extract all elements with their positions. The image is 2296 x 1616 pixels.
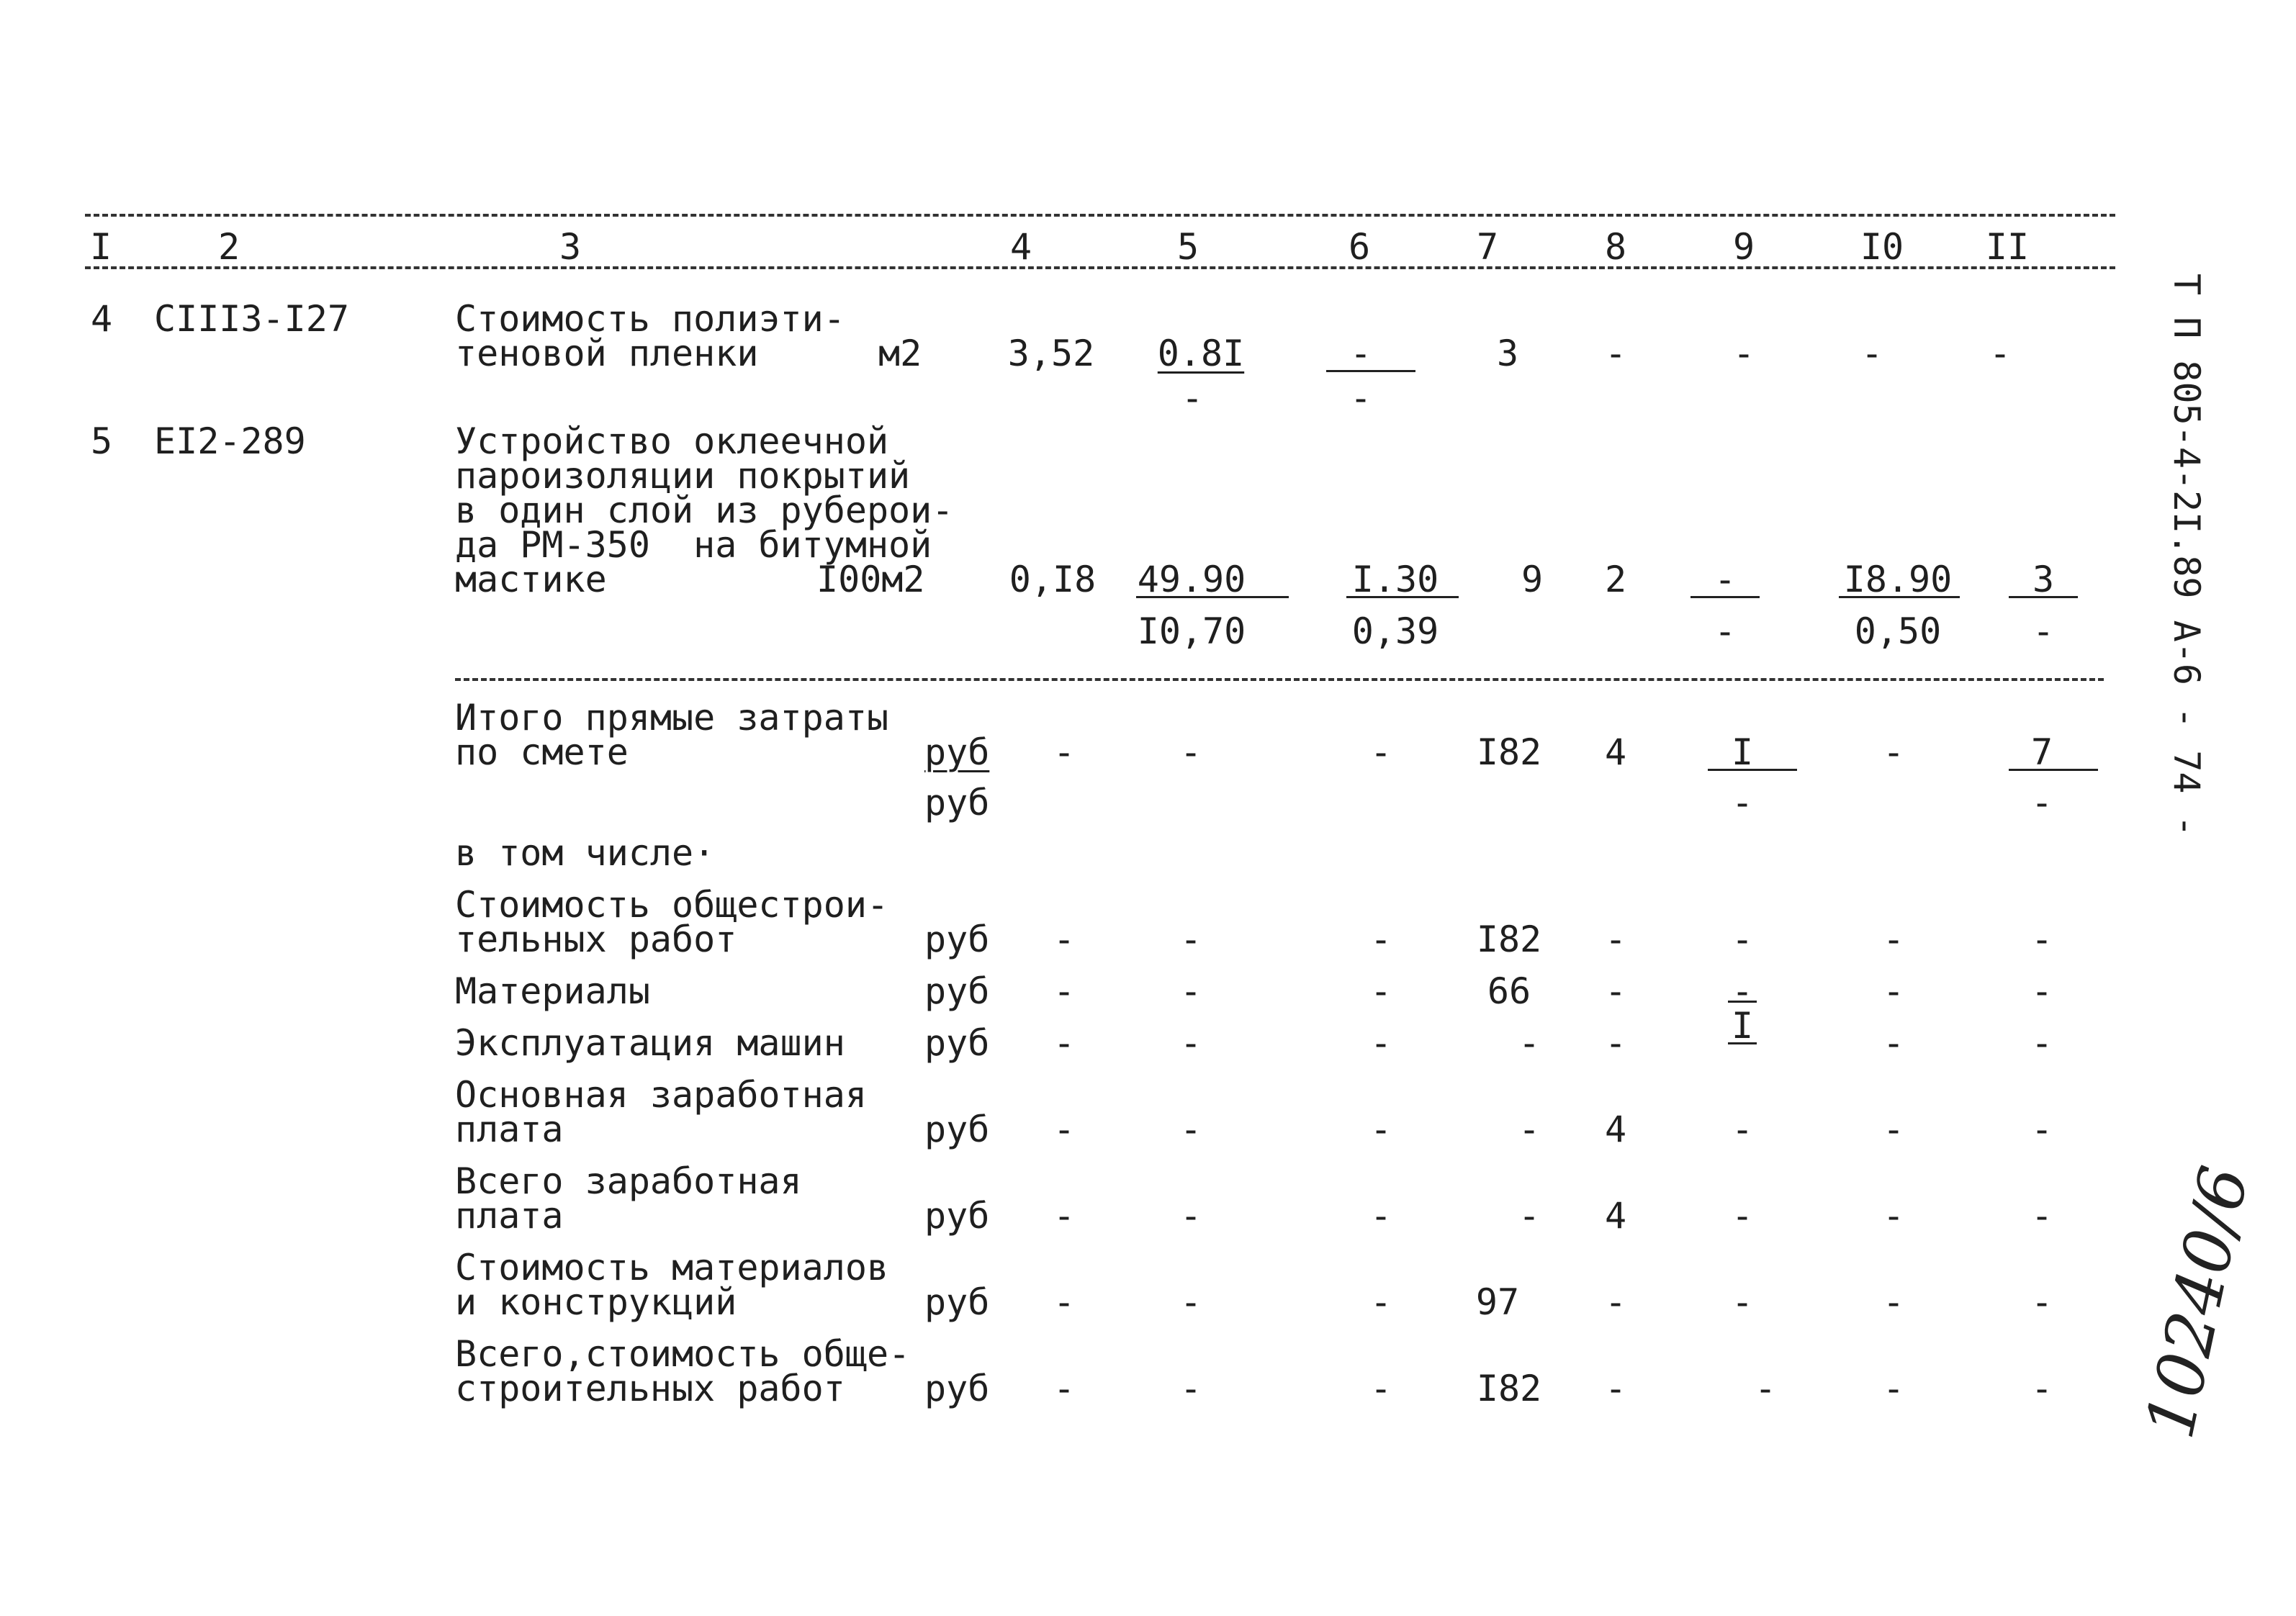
line-materials-structures-l2: и конструкций xyxy=(455,1281,737,1323)
row5-col9: - xyxy=(1714,559,1737,600)
row4-unit: м2 xyxy=(878,333,922,374)
total-direct-col5: - xyxy=(1179,731,1202,773)
row5-desc-line4: да РМ-350 на битумной xyxy=(455,524,932,566)
line-basic-wage-c5: - xyxy=(1179,1109,1202,1150)
line-materials-c8: - xyxy=(1604,970,1627,1012)
line-basic-wage-c7: - xyxy=(1518,1109,1541,1150)
line-machines-c5: - xyxy=(1179,1022,1202,1064)
line-general-construction-l2: тельных работ xyxy=(455,918,737,960)
row5-col11: 3 xyxy=(2032,559,2055,600)
row4-col11: - xyxy=(1989,333,2012,374)
row4-wage-underline xyxy=(1326,370,1415,372)
row5-col8: 2 xyxy=(1604,559,1627,600)
total-direct-col7: I82 xyxy=(1476,731,1542,773)
line-total-wage-c6: - xyxy=(1369,1195,1392,1237)
row4-col10: - xyxy=(1860,333,1883,374)
total-direct-col4: - xyxy=(1053,731,1076,773)
line-materials-c5: - xyxy=(1179,970,1202,1012)
line-machines-c10: - xyxy=(1882,1022,1905,1064)
line-materials-l1: Материалы xyxy=(455,970,650,1012)
header-col-8: 8 xyxy=(1604,226,1627,268)
total-direct-col10: - xyxy=(1882,731,1905,773)
total-direct-unit: руб xyxy=(924,731,990,773)
line-materials-unit: руб xyxy=(924,970,990,1012)
row5-col10-underline xyxy=(1839,596,1960,598)
line-materials-structures-l1: Стоимость материалов xyxy=(455,1247,889,1288)
row5-col11-sub: - xyxy=(2032,610,2055,652)
row4-desc-line2: теновой пленки xyxy=(455,333,759,374)
line-machines-c6: - xyxy=(1369,1022,1392,1064)
row4-wage-sub: - xyxy=(1349,377,1372,419)
row4-number: 4 xyxy=(91,298,113,340)
line-basic-wage-c4: - xyxy=(1053,1109,1076,1150)
line-total-wage-c7: - xyxy=(1518,1195,1541,1237)
row5-col9-sub: - xyxy=(1714,610,1737,652)
line-materials-structures-c9: - xyxy=(1731,1281,1754,1323)
line-general-construction-c11: - xyxy=(2030,918,2053,960)
total-direct-col11: 7 xyxy=(2030,731,2053,773)
line-general-construction-c8: - xyxy=(1604,918,1627,960)
header-col-3: 3 xyxy=(559,226,582,268)
line-general-construction-l1: Стоимость общестрои- xyxy=(455,884,889,926)
row5-code: ЕI2-289 xyxy=(154,420,306,462)
line-grand-total-c5: - xyxy=(1179,1368,1202,1409)
line-grand-total-c8: - xyxy=(1604,1368,1627,1409)
row4-code: СIII3-I27 xyxy=(154,298,349,340)
line-grand-total-unit: руб xyxy=(924,1368,990,1409)
line-materials-c7: 66 xyxy=(1487,970,1531,1012)
line-grand-total-l1: Всего,стоимость обще- xyxy=(455,1333,911,1375)
line-basic-wage-l1: Основная заработная xyxy=(455,1074,867,1116)
line-total-wage-l2: плата xyxy=(455,1195,564,1237)
line-total-wage-c5: - xyxy=(1179,1195,1202,1237)
line-general-construction-c9: - xyxy=(1731,918,1754,960)
header-dashed-rule xyxy=(85,266,2115,269)
line-total-wage-c4: - xyxy=(1053,1195,1076,1237)
row5-price-sub: I0,70 xyxy=(1137,610,1246,652)
row4-qty: 3,52 xyxy=(1007,333,1095,374)
total-direct-col11-sub: - xyxy=(2030,782,2053,823)
row5-qty: 0,I8 xyxy=(1009,559,1097,600)
line-grand-total-c7: I82 xyxy=(1476,1368,1542,1409)
row5-price: 49.90 xyxy=(1137,559,1246,600)
line-materials-c6: - xyxy=(1369,970,1392,1012)
line-general-construction-c10: - xyxy=(1882,918,1905,960)
line-materials-structures-c4: - xyxy=(1053,1281,1076,1323)
line-basic-wage-c8: 4 xyxy=(1604,1109,1627,1150)
line-basic-wage-c11: - xyxy=(2030,1109,2053,1150)
header-col-5: 5 xyxy=(1176,226,1199,268)
row4-price: 0.8I xyxy=(1157,333,1245,374)
line-general-construction-c6: - xyxy=(1369,918,1392,960)
line-machines-c9-overline xyxy=(1728,1001,1757,1003)
line-machines-c9-underline xyxy=(1728,1042,1757,1044)
line-machines-unit: руб xyxy=(924,1022,990,1064)
row5-desc-line5: мастике xyxy=(455,559,607,600)
row4-col9: - xyxy=(1732,333,1755,374)
total-direct-label-line1: Итого прямые затраты xyxy=(455,697,889,739)
line-machines-l1: Эксплуатация машин xyxy=(455,1022,845,1064)
row5-col10: I8.90 xyxy=(1843,559,1953,600)
line-grand-total-l2: строительных работ xyxy=(455,1368,845,1409)
row4-price-sub: - xyxy=(1181,377,1204,419)
including-label: в том числе· xyxy=(455,832,716,874)
line-basic-wage-c6: - xyxy=(1369,1109,1392,1150)
header-col-11: II xyxy=(1985,226,2030,268)
row5-desc-line2: пароизоляции покрытий xyxy=(455,455,911,497)
row4-col8: - xyxy=(1604,333,1627,374)
row4-wage: - xyxy=(1349,333,1372,374)
line-materials-c9: - xyxy=(1731,970,1754,1012)
total-direct-unit-sub: руб xyxy=(924,782,990,823)
line-materials-structures-c5: - xyxy=(1179,1281,1202,1323)
row4-total: 3 xyxy=(1496,333,1519,374)
row5-price-underline xyxy=(1136,596,1289,598)
row5-wage: I.30 xyxy=(1351,559,1439,600)
line-machines-c7: - xyxy=(1518,1022,1541,1064)
line-total-wage-c11: - xyxy=(2030,1195,2053,1237)
line-materials-c11: - xyxy=(2030,970,2053,1012)
line-total-wage-c9: - xyxy=(1731,1195,1754,1237)
total-direct-col9: I xyxy=(1731,731,1754,773)
row5-total: 9 xyxy=(1521,559,1544,600)
line-materials-c4: - xyxy=(1053,970,1076,1012)
total-direct-col11-underline xyxy=(2009,769,2098,771)
line-total-wage-unit: руб xyxy=(924,1195,990,1237)
header-col-1: I xyxy=(89,226,112,268)
section-dashed-rule xyxy=(455,678,2104,681)
line-grand-total-c11: - xyxy=(2030,1368,2053,1409)
line-machines-c9: I xyxy=(1731,1005,1754,1047)
side-document-code: Т П 805-4-2I.89 А-6 - 74 - xyxy=(2166,274,2207,837)
row5-desc-line3: в один слой из руберои- xyxy=(455,489,954,531)
total-direct-col6: - xyxy=(1369,731,1392,773)
line-materials-structures-c11: - xyxy=(2030,1281,2053,1323)
line-materials-structures-c10: - xyxy=(1882,1281,1905,1323)
line-machines-c4: - xyxy=(1053,1022,1076,1064)
row5-wage-sub: 0,39 xyxy=(1351,610,1439,652)
line-machines-c11: - xyxy=(2030,1022,2053,1064)
line-materials-structures-c8: - xyxy=(1604,1281,1627,1323)
top-dashed-rule xyxy=(85,214,2115,217)
line-basic-wage-c10: - xyxy=(1882,1109,1905,1150)
line-general-construction-unit: руб xyxy=(924,918,990,960)
row5-wage-underline xyxy=(1346,596,1459,598)
line-materials-structures-c7: 97 xyxy=(1475,1281,1520,1323)
line-general-construction-c5: - xyxy=(1179,918,1202,960)
row5-number: 5 xyxy=(91,420,113,462)
line-general-construction-c7: I82 xyxy=(1476,918,1542,960)
row5-col10-sub: 0,50 xyxy=(1854,610,1942,652)
header-col-4: 4 xyxy=(1009,226,1032,268)
header-col-10: I0 xyxy=(1860,226,1904,268)
line-general-construction-c4: - xyxy=(1053,918,1076,960)
line-materials-structures-c6: - xyxy=(1369,1281,1392,1323)
header-col-2: 2 xyxy=(217,226,240,268)
header-col-6: 6 xyxy=(1348,226,1371,268)
line-materials-structures-unit: руб xyxy=(924,1281,990,1323)
line-grand-total-c10: - xyxy=(1882,1368,1905,1409)
row5-col11-underline xyxy=(2009,596,2078,598)
total-direct-col8: 4 xyxy=(1604,731,1627,773)
row5-col9-underline xyxy=(1691,596,1760,598)
line-materials-c10: - xyxy=(1882,970,1905,1012)
line-basic-wage-c9: - xyxy=(1731,1109,1754,1150)
header-col-9: 9 xyxy=(1732,226,1755,268)
line-machines-c8: - xyxy=(1604,1022,1627,1064)
line-total-wage-l1: Всего заработная xyxy=(455,1160,802,1202)
header-col-7: 7 xyxy=(1476,226,1499,268)
line-total-wage-c10: - xyxy=(1882,1195,1905,1237)
total-direct-col9-sub: - xyxy=(1731,782,1754,823)
line-grand-total-c4: - xyxy=(1053,1368,1076,1409)
row5-desc-line1: Устройство оклеечной xyxy=(455,420,889,462)
handwritten-archive-number: 10240/6 xyxy=(2131,1160,2264,1445)
line-basic-wage-unit: руб xyxy=(924,1109,990,1150)
line-basic-wage-l2: плата xyxy=(455,1109,564,1150)
total-direct-label-line2: по смете xyxy=(455,731,629,773)
row5-unit: I00м2 xyxy=(816,559,925,600)
line-grand-total-c6: - xyxy=(1369,1368,1392,1409)
row4-desc-line1: Стоимость полиэти- xyxy=(455,298,845,340)
line-total-wage-c8: 4 xyxy=(1604,1195,1627,1237)
line-grand-total-c9: - xyxy=(1754,1368,1777,1409)
total-direct-col9-underline xyxy=(1708,769,1797,771)
